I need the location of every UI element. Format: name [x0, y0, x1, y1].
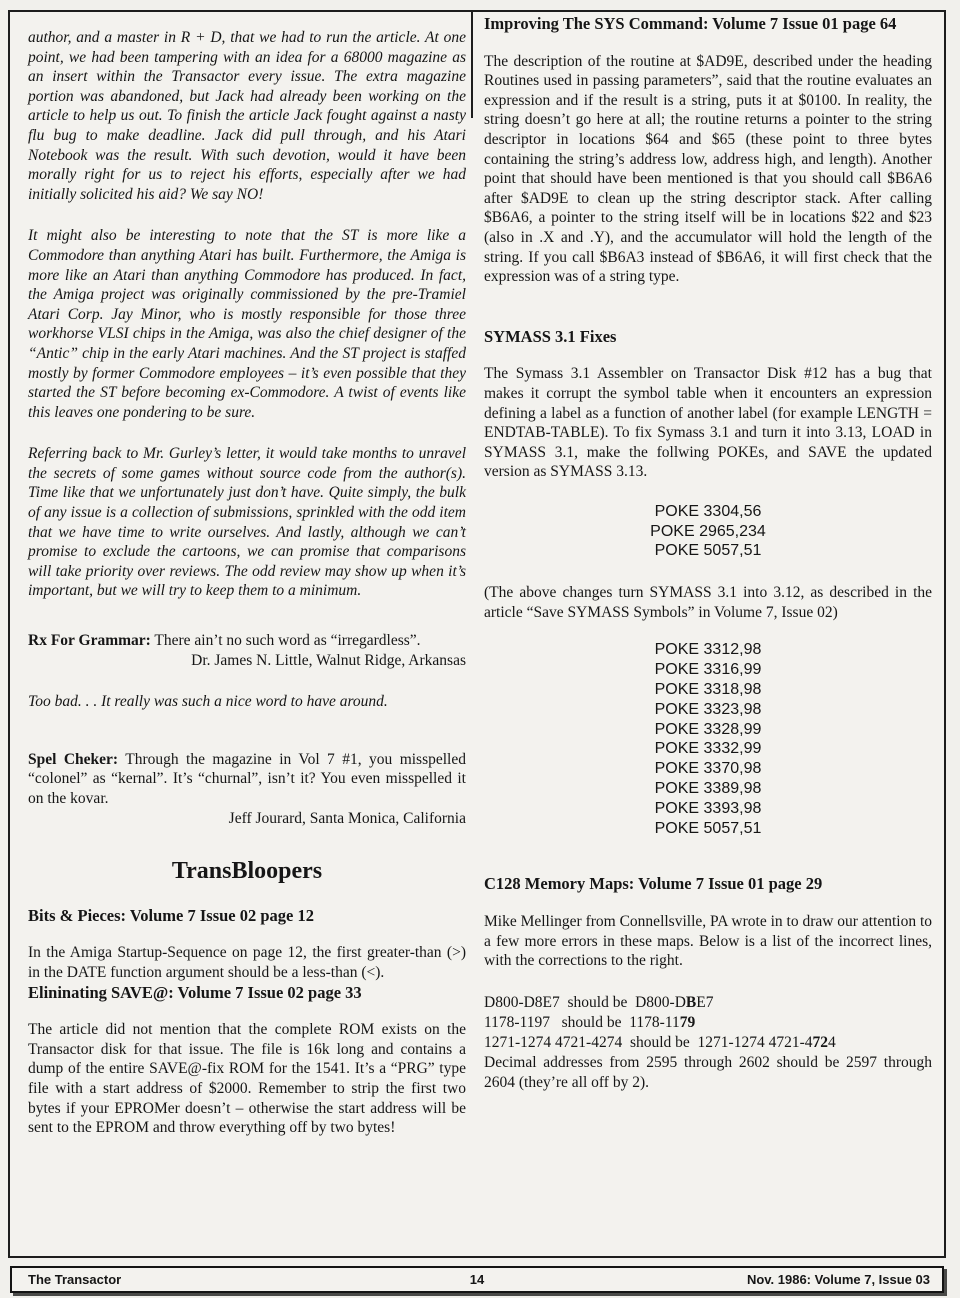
page-footer	[10, 1266, 944, 1293]
letter-rx-for-grammar	[28, 631, 466, 651]
editor-reply-paragraph: It might also be interesting to note that the ST is more like a Commodore than anything Atari has built. Furthermore, the Amiga is more like an Atari than anything Commodore has produced. In fact, the Amiga project was originally commissioned by the pre-Tramiel Atari Corp. Jay Minor, who is mostly responsible for those three workhorse VLSI chips in the Amiga, was also the chief designer of the “Antic” chip in the early Atari machines. And the ST project is staffed mostly by former Commodore employees – it’s even possible that they started the ST before becoming ex-Commodore. A twist of events like this leaves one pondering to be sure.	[28, 227, 466, 421]
correction-line: 1178-1197 should be 1178-1179	[484, 1013, 696, 1031]
transbloopers-title: TransBloopers	[171, 858, 323, 885]
letter-spel-cheker	[28, 750, 466, 809]
footer-magazine-name: The Transactor	[28, 1272, 122, 1287]
editor-reply-too-bad: Too bad. . . It really was such a nice word to have around.	[28, 693, 388, 711]
poke-line: POKE 3318,98	[654, 681, 762, 699]
letter-attribution: Dr. James N. Little, Walnut Ridge, Arkansas	[191, 651, 466, 669]
c128-corrections-list	[484, 993, 932, 1093]
footer-issue-info: Nov. 1986: Volume 7, Issue 03	[746, 1272, 930, 1287]
poke-line: POKE 3316,99	[654, 661, 762, 679]
sys-command-text: The description of the routine at $AD9E, described under the heading Routines used in passing parameters”, said that the routine evaluates an expression and if the result is a string, puts it at $0100. In reality, the string doesn’t go here at all; the routine returns a pointer to the string descriptor in locations $64 and $65 (these point to three bytes containing the string’s address low, address high, and length). Another point that should have been mentioned is that you should call $B6A6 after $AD9E to clean up the string descriptor stack. After calling $B6A6, a pointer to the string itself will be in locations $22 and $23 (also in .X and .Y), and the accumulator will hold the length of the string. If you call $B6A3 instead of $B6A6, it will first check that the expression was of a string type.	[484, 52, 932, 286]
poke-line: POKE 3328,99	[654, 720, 762, 738]
letter-label: Spel Cheker:	[28, 750, 119, 768]
editor-reply-paragraph: author, and a master in R + D, that we had to run the article. At one point, we had been tampering with an idea for a 68000 magazine as an insert within the Transactor every issue. The extra magazine portion was abandoned, but Jack had already been working on the article to help us out. To finish the article Jack fought against a nasty flu bug to make deadline. Jack did pull through, and his Atari Notebook was the result. With such devotion, would it have been morally right for us to reject his efforts, especially after we had initially solicited his aid? We say NO!	[28, 29, 466, 203]
poke-line: POKE 3304,56	[654, 502, 762, 520]
poke-line: POKE 3389,98	[654, 780, 762, 798]
poke-listing-first	[484, 502, 932, 561]
poke-line: POKE 3323,98	[654, 700, 762, 718]
footer-page-number: 14	[469, 1272, 485, 1287]
left-column	[28, 28, 466, 1138]
eliminating-save-heading: Elininating SAVE@: Volume 7 Issue 02 page 33	[28, 982, 362, 1002]
bits-pieces-text: In the Amiga Startup-Sequence on page 12, the first greater-than (>) in the DATE function argument should be a less-than (<).	[28, 944, 466, 981]
c128-memory-maps-text: Mike Mellinger from Connellsville, PA wrote in to draw our attention to a few more errors in these maps. Below is a list of the incorrect lines, with the corrections to the right.	[484, 913, 933, 970]
bits-pieces-heading: Bits & Pieces: Volume 7 Issue 02 page 12	[28, 905, 314, 925]
correction-line: 1271-1274 4721-4274 should be 1271-1274 4721-4724	[484, 1033, 836, 1051]
symass-fixes-heading: SYMASS 3.1 Fixes	[484, 326, 617, 346]
letter-text: There ain’t no such word as “irregardless”.	[150, 632, 421, 650]
poke-line: POKE 5057,51	[654, 819, 762, 837]
poke-line: POKE 5057,51	[654, 542, 762, 560]
poke-line: POKE 3370,98	[654, 760, 762, 778]
eliminating-save-text: The article did not mention that the complete ROM exists on the Transactor disk for that issue. The file is 16k long and contains a dump of the entire SAVE@-fix ROM for the 1541. It’s a “PRG” type file with a start address of $2000. Remember to strip the first two bytes if your EPROMer doesn’t – otherwise the start address will be sent to the EPROM and throw everything off by two bytes!	[28, 1021, 466, 1137]
poke-line: POKE 3312,98	[654, 641, 762, 659]
letter-attribution: Jeff Jourard, Santa Monica, California	[228, 809, 466, 827]
poke-line: POKE 2965,234	[650, 522, 766, 540]
correction-line: D800-D8E7 should be D800-DBE7	[484, 993, 714, 1011]
letter-text: Through the magazine in Vol 7 #1, you misspelled “colonel” as “kernal”. It’s “churnal”, isn’t it? You even misspelled it on the kovar.	[28, 750, 466, 807]
correction-line: Decimal addresses from 2595 through 2602 should be 2597 through 2604 (they’re all off by 2).	[484, 1053, 932, 1091]
c128-memory-maps-heading: C128 Memory Maps: Volume 7 Issue 01 page 29	[484, 874, 823, 894]
poke-line: POKE 3393,98	[654, 799, 762, 817]
symass-fixes-text: The Symass 3.1 Assembler on Transactor Disk #12 has a bug that makes it corrupt the symbol table when it encounters an expression defining a label as a function of another label (for example LENGTH = ENDTAB-TABLE). To fix Symass 3.1 and turn it into 3.13, LOAD in SYMASS 3.1, make the follwing POKEs, and SAVE the updated version as SYMASS 3.13.	[484, 365, 932, 481]
column-divider-rule	[471, 12, 473, 118]
right-column	[484, 14, 932, 1093]
sys-command-heading: Improving The SYS Command: Volume 7 Issue 01 page 64	[484, 14, 897, 33]
poke-listing-second	[484, 640, 932, 838]
symass-note-text: (The above changes turn SYMASS 3.1 into 3.12, as described in the article “Save SYMASS Symbols” in Volume 7, Issue 02)	[484, 584, 932, 621]
letter-label: Rx For Grammar:	[28, 632, 151, 650]
poke-line: POKE 3332,99	[654, 740, 762, 758]
editor-reply-paragraph: Referring back to Mr. Gurley’s letter, it would take months to unravel the secrets of some games without source code from the author(s). Time like that we unfortunately just don’t have. Quite simply, the bulk of any issue is a collection of submissions, sprinkled with the odd item that we have time to write ourselves. And lastly, although we can’t promise to exclude the cartoons, we can promise that comparisons will take priority over reviews. The odd review may show up when it’s important, but we will try to keep them to a minimum.	[28, 445, 466, 600]
